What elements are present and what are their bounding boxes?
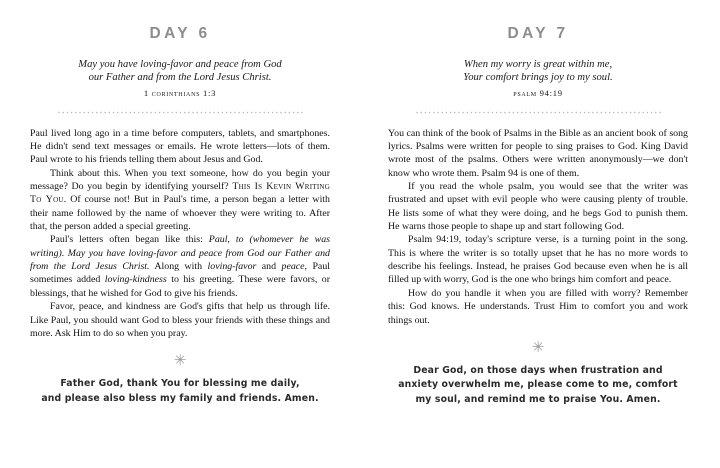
day-heading: DAY 6 — [149, 25, 211, 42]
scripture-reference-text: psalm 94:19 — [513, 87, 563, 98]
scripture-verse — [388, 58, 688, 85]
prayer-line: and please also bless my family and friends. Amen. — [41, 392, 319, 404]
verse-line: Your comfort brings joy to my soul. — [463, 72, 613, 84]
star-ornament-icon: ✳ — [531, 337, 545, 356]
body-paragraph: Psalm 94:19, today's scripture verse, is a turning point in the song. This is where the writer is so totally upset that he has no more words to describe his feelings. Instead, he praises God because even when he is all filled up with worry, God is the one who brings him comfort and peace. — [388, 234, 688, 286]
verse-line: When my worry is great within me, — [463, 58, 613, 70]
body-paragraph: Think about this. When you text someone, how do you begin your message? Do you begin by identifying yourself? This Is Kevin Writing To You. Of course not! But in Paul's time, a person began a letter with their name followed by the name of whoever they were writing to. After that, the person added a special greeting. — [30, 167, 331, 233]
scripture-reference — [388, 87, 688, 99]
scripture-reference-text: 1 corinthians 1:3 — [143, 87, 217, 98]
prayer-line: Dear God, on those days when frustration and — [413, 364, 663, 376]
devotional-body — [30, 127, 330, 341]
verse-line: our Father and from the Lord Jesus Christ. — [88, 72, 272, 84]
star-ornament-icon: ✳ — [173, 351, 187, 370]
devotional-body — [388, 127, 688, 327]
day-heading: DAY 7 — [507, 25, 569, 42]
prayer-line: anxiety overwhelm me, please come to me, comfort — [398, 379, 678, 391]
prayer-line: Father God, thank You for blessing me daily, — [60, 378, 300, 390]
body-paragraph: Favor, peace, and kindness are God's gifts that help us through life. Like Paul, you should want God to bless your friends with these things and more. Ask Him to do so when you pray. — [30, 301, 330, 339]
scripture-verse — [30, 58, 330, 85]
dotted-divider — [56, 111, 305, 114]
verse-line: May you have loving-favor and peace from God — [78, 58, 282, 70]
body-paragraph: Paul's letters often began like this: Paul, to (whomever he was writing). May you have loving-favor and peace from God our Father and from the Lord Jesus Christ. Along with loving-favor and peace, Paul sometimes added loving-kindness to his greeting. These were favors, or blessings, that he wished for God to give his friends. — [30, 234, 330, 299]
prayer-text — [30, 377, 330, 406]
body-paragraph: How do you handle it when you are filled with worry? Remember this: God knows. He understands. Trust Him to comfort you and work things out. — [388, 287, 688, 326]
body-paragraph: If you read the whole psalm, you would see that the writer was frustrated and upset with evil people who were causing plenty of trouble. He lists some of what they were doing, and he begs God to punish them. He warns those people to shape up and start following God. — [388, 181, 688, 233]
prayer-line: my soul, and remind me to praise You. Amen. — [415, 393, 661, 405]
page-right-day-7 — [360, 0, 720, 468]
scripture-reference — [30, 87, 330, 99]
body-paragraph: You can think of the book of Psalms in the Bible as an ancient book of song lyrics. Psalms were written for people to sing praises to God. King David wrote most of the psalms. Others were written anonymously—we don't know who wrote them. Psalm 94 is one of them. — [388, 127, 688, 179]
prayer-text — [388, 364, 688, 407]
dotted-divider — [414, 111, 663, 114]
body-paragraph: Paul lived long ago in a time before computers, tablets, and smartphones. He didn't send text messages or emails. He wrote letters—lots of them. Paul wrote to his friends telling them about Jesus and God. — [30, 127, 330, 166]
